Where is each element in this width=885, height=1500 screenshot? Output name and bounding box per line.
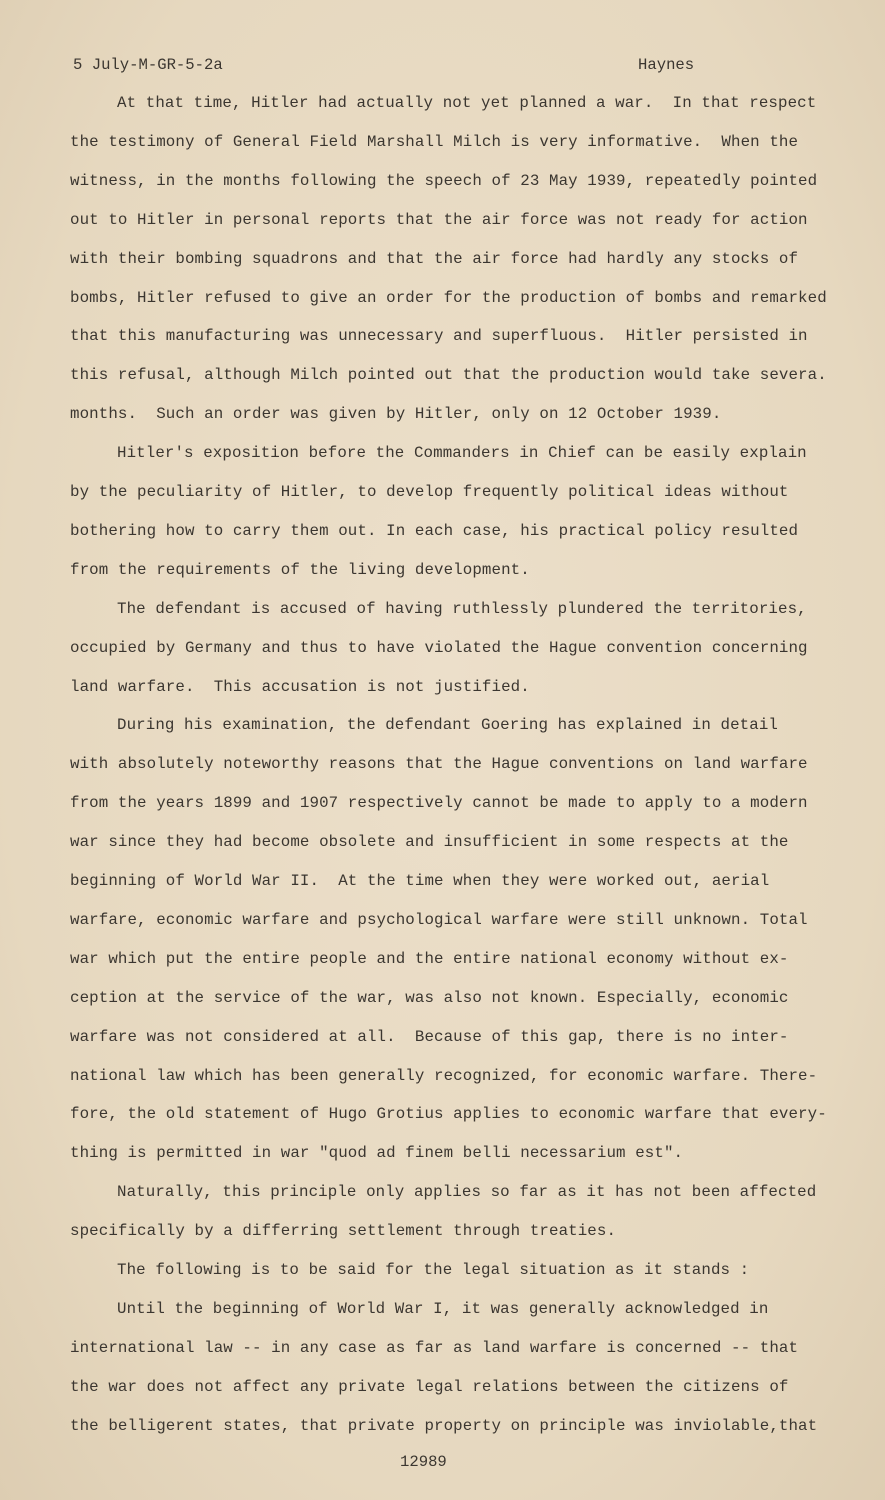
text-line: ception at the service of the war, was also not known. Especially, economic	[70, 988, 789, 1007]
text-line: from the years 1899 and 1907 respectively cannot be made to apply to a modern	[70, 794, 808, 813]
text-line: specifically by a differring settlement through treaties.	[70, 1222, 617, 1241]
text-line: At that time, Hitler had actually not yet planned a war. In that respect	[117, 94, 817, 112]
text-line: from the requirements of the living development.	[70, 560, 530, 579]
text-line: with absolutely noteworthy reasons that the Hague conventions on land warfare	[70, 755, 808, 774]
text-line: months. Such an order was given by Hitler, only on 12 October 1939.	[70, 405, 722, 424]
text-line: fore, the old statement of Hugo Grotius applies to economic warfare that every-	[70, 1105, 827, 1124]
text-line: national law which has been generally recognized, for economic warfare. There-	[70, 1066, 818, 1085]
text-line: the war does not affect any private legal relations between the citizens of	[70, 1377, 789, 1396]
text-line: witness, in the months following the speech of 23 May 1939, repeatedly pointed	[70, 171, 818, 190]
text-line: international law -- in any case as far as land warfare is concerned -- that	[70, 1338, 799, 1357]
text-line: that this manufacturing was unnecessary and superfluous. Hitler persisted in	[70, 327, 808, 346]
text-line: the belligerent states, that private property on principle was inviolable,that	[70, 1416, 818, 1435]
text-line: this refusal, although Milch pointed out that the production would take severa.	[70, 366, 827, 385]
text-line: warfare was not considered at all. Because of this gap, there is no inter-	[70, 1027, 789, 1046]
text-line: with their bombing squadrons and that the air force had hardly any stocks of	[70, 249, 799, 268]
text-line: warfare, economic warfare and psychological warfare were still unknown. Total	[70, 910, 808, 929]
text-line: occupied by Germany and thus to have violated the Hague convention concerning	[70, 638, 808, 657]
text-line: out to Hitler in personal reports that the air force was not ready for action	[70, 210, 808, 229]
text-line: beginning of World War II. At the time when they were worked out, aerial	[70, 872, 770, 890]
text-line: During his examination, the defendant Goering has explained in detail	[117, 716, 778, 735]
text-line: bothering how to carry them out. In each case, his practical policy resulted	[70, 521, 799, 540]
text-line: the testimony of General Field Marshall Milch is very informative. When the	[70, 132, 799, 151]
text-line: Until the beginning of World War I, it was generally acknowledged in	[117, 1299, 769, 1318]
text-line: war since they had become obsolete and insufficient in some respects at the	[70, 833, 789, 852]
text-line: war which put the entire people and the entire national economy without ex-	[70, 949, 789, 968]
text-line: The following is to be said for the legal situation as it stands :	[117, 1261, 750, 1279]
text-line: land warfare. This accusation is not justified.	[70, 677, 530, 696]
document-reference: 5 July-M-GR-5-2a	[73, 56, 223, 74]
text-line: bombs, Hitler refused to give an order for the production of bombs and remarked	[70, 288, 827, 307]
text-line: Hitler's exposition before the Commanders in Chief can be easily explain	[117, 444, 807, 463]
page-number: 12989	[400, 1453, 447, 1471]
text-line: The defendant is accused of having ruthlessly plundered the territories,	[117, 599, 807, 618]
speaker-name: Haynes	[638, 56, 695, 74]
text-line: Naturally, this principle only applies so far as it has not been affected	[117, 1183, 817, 1202]
text-line: thing is permitted in war "quod ad finem belli necessarium est".	[70, 1144, 684, 1163]
text-line: by the peculiarity of Hitler, to develop frequently political ideas without	[70, 483, 789, 501]
